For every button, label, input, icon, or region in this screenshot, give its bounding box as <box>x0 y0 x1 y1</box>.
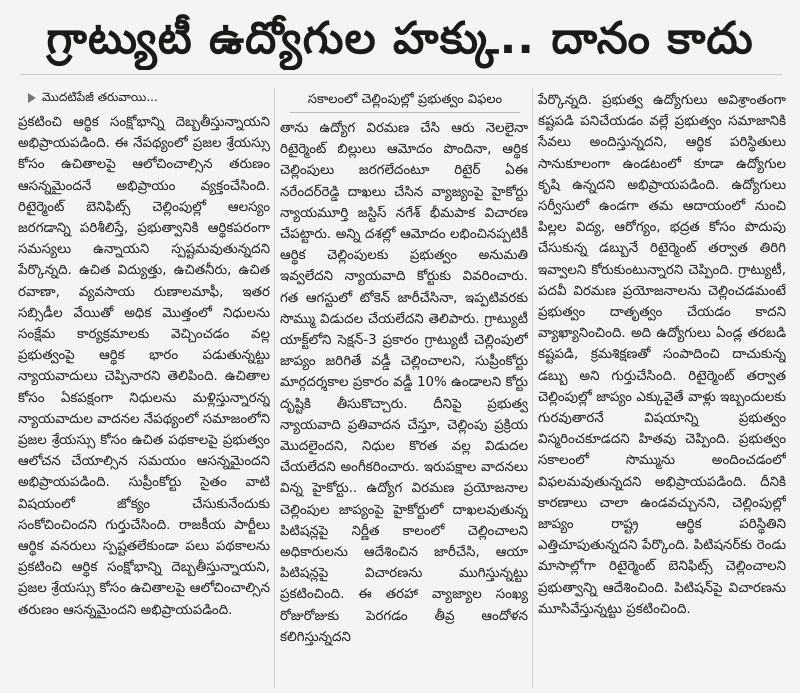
article-column-2 <box>280 118 528 684</box>
headline: గ్రాట్యుటీ ఉద్యోగుల హక్కు.. దానం కాదు <box>46 13 754 64</box>
column-divider-1 <box>274 88 275 688</box>
column-3-text: పేర్కొన్నది. ప్రభుత్వ ఉద్యోగులు అవిశ్రాంతంగా కష్టపడి పనిచేయడం వల్లే ప్రభుత్వం సమాజానికి సేవలు అందిస్తున్నదని, ఆర్థిక పరిస్థితులు సానుకూలంగా ఉండటంలో కూడా ఉద్యోగుల కృషి ఉన్నదని అభిప్రాయపడింది. ఉద్యోగులు సర్వీసులో ఉండగా తమ ఆదాయంలో నుంచి పిల్లల విద్య, ఆరోగ్యం, భద్రత కోసం పొదుపు చేసుకున్న డబ్బునే రిటైర్మెంట్ తర్వాత తిరిగి ఇవ్వాలని కోరుకుంటున్నారని చెప్పింది. గ్రాట్యుటీ, పదవీ విరమణ ప్రయోజనాలను చెల్లించడమంటే ప్రభుత్వం దాతృత్వం చేయడం కాదని వ్యాఖ్యానించింది. అది ఉద్యోగులు ఏండ్ల తరబడి కష్టపడి, క్రమశిక్షణతో సంపాదించి దాచుకున్న డబ్బు అని గుర్తుచేసింది. రిటైర్మెంట్ తర్వాత చెల్లింపుల్లో జాప్యం ఎక్కువైతే వాళ్లు ఇబ్బందులకు గురవుతారనే విషయాన్ని ప్రభుత్వం విస్మరించకూడదని హితవు చెప్పింది. ప్రభుత్వం సకాలంలో సొమ్మును అందించడంలో విఫలమవుతున్నదని అభిప్రాయపడింది. దీనికి కారణాలు చాలా ఉండవచ్చునని, చెల్లింపుల్లో జాప్యం రాష్ట్ర ఆర్థిక పరిస్థితిని ఎత్తిచూపుతున్నదని పేర్కొంది. పిటిషనర్‌కు రెండు మాసాల్లోగా రిటైర్మెంట్ బెనిఫిట్స్ చెల్లించాలని ప్రభుత్వాన్ని ఆదేశించింది. పిటిషన్‌పై విచారణను మూసివేస్తున్నట్టు ప్రకటించింది. <box>538 93 786 617</box>
headline-rule <box>20 74 782 75</box>
subheading-rule <box>290 112 520 113</box>
continued-label: మొదటిపేజీ తరువాయి... <box>42 90 158 104</box>
subheading: సకాలంలో చెల్లింపుల్లో ప్రభుత్వం విఫలం <box>307 92 503 107</box>
column-divider-2 <box>532 88 533 688</box>
column-2-text: తాను ఉద్యోగ విరమణ చేసి ఆరు నెలలైనా రిటైర్మెంట్ బిల్లులు ఆమోదం పొందినా, ఆర్థిక చెల్లింపులు జరగలేదంటూ రిటైర్ ఏఈ నరేందర్‌రెడ్డి దాఖలు చేసిన వ్యాజ్యంపై హైకోర్టు న్యాయమూర్తి జస్టిస్ నగేశ్ భీమపాక విచారణ చేపట్టారు. అన్ని దశల్లో ఆమోదం లభించినప్పటికీ ఆర్థిక చెల్లింపులకు ప్రభుత్వం అనుమతి ఇవ్వలేదని న్యాయవాది కోర్టుకు వివరించారు. గత ఆగస్టులో టోకెన్ జారీచేసినా, ఇప్పటివరకు సొమ్ము విడుదల చేయలేదని తెలిపారు. గ్రాట్యుటీ యాక్ట్‌లోని సెక్షన్-3 ప్రకారం గ్రాట్యుటీ చెల్లింపులో జాప్యం జరిగితే వడ్డీ చెల్లించాలని, సుప్రీంకోర్టు మార్గదర్శకాల ప్రకారం వడ్డీ 10% ఉండాలని కోర్టు దృష్టికి తీసుకొచ్చారు. దీనిపై ప్రభుత్వ న్యాయవాది ప్రతివాదన చేస్తూ, చెల్లింపు ప్రక్రియ మొదలైందని, నిధుల కొరత వల్ల విడుదల చేయలేదని అంగీకరించారు. ఇరుపక్షాల వాదనలు విన్న హైకోర్టు.. ఉద్యోగ విరమణ ప్రయోజనాల చెల్లింపుల జాప్యంపై హైకోర్టులో దాఖలవుతున్న పిటిషన్లపై నిర్ణీత కాలంలో చెల్లించాలని అధికారులను ఆదేశించిన జారీచేసి, ఆయా పిటిషన్లపై విచారణను ముగిస్తున్నట్టు ప్రకటించింది. ఈ తరహా వ్యాజ్యాల సంఖ్య రోజురోజుకు పెరగడం తీవ్ర ఆందోళన కలిగిస్తున్నదని <box>280 121 528 645</box>
article-column-3 <box>538 90 786 688</box>
column-1-text: ప్రకటించి ఆర్థిక సంక్షోభాన్ని దెబ్బతీస్తున్నాయని అభిప్రాయపడింది. ఈ నేపథ్యంలో ప్రజల శ్రేయస్సు కోసం ఉచితాలపై ఆలోచించాల్సిన తరుణం ఆసన్నమైందనే అభిప్రాయం వ్యక్తంచేసింది. రిటైర్మెంట్ బెనిఫిట్స్ చెల్లింపుల్లో ఆలస్యం జరగడాన్ని పరిశీలిస్తే, ప్రభుత్వానికి ఆర్థికపరంగా సమస్యలు ఉన్నాయని స్పష్టమవుతున్నదని పేర్కొన్నది. ఉచిత విద్యుత్తు, ఉచితనీరు, ఉచిత రవాణా, వ్యవసాయ రుణాలమాఫీ, ఇతర సబ్సిడీల వేయితో అధిక మొత్తంలో నిధులను సంక్షేమ కార్యక్రమాలకు వెచ్చించడం వల్ల ప్రభుత్వంపై ఆర్థిక భారం పడుతున్నట్టు న్యాయవాదులు చెప్పినారని తెలిపింది. ఉచితాల కోసం ఏకపక్షంగా నిధులను మళ్లిస్తున్నారన్న న్యాయవాదుల వాదనల నేపథ్యంలో సమాజంలోని ప్రజల శ్రేయస్సు కోసం ఉచిత పథకాలపై ప్రభుత్వం ఆలోచన చేయాల్సిన సమయం ఆసన్నమైందని అభిప్రాయపడింది. సుప్రీంకోర్టు సైతం వాటి విషయంలో జోక్యం చేసుకునేందుకు సంకోచించిందని గుర్తుచేసింది. రాజకీయ పార్టీలు ఆర్థిక వనరులు స్పష్టతలేకుండా పలు పథకాలను ప్రకటించి ఆర్థిక సంక్షోభాన్ని దెబ్బతీస్తున్నాయని, ప్రజల శ్రేయస్సు కోసం ఉచితాలపై ఆలోచించాల్సిన తరుణం ఆసన్నమైందని అభిప్రాయపడింది. <box>18 115 270 618</box>
article-column-1 <box>18 90 270 688</box>
